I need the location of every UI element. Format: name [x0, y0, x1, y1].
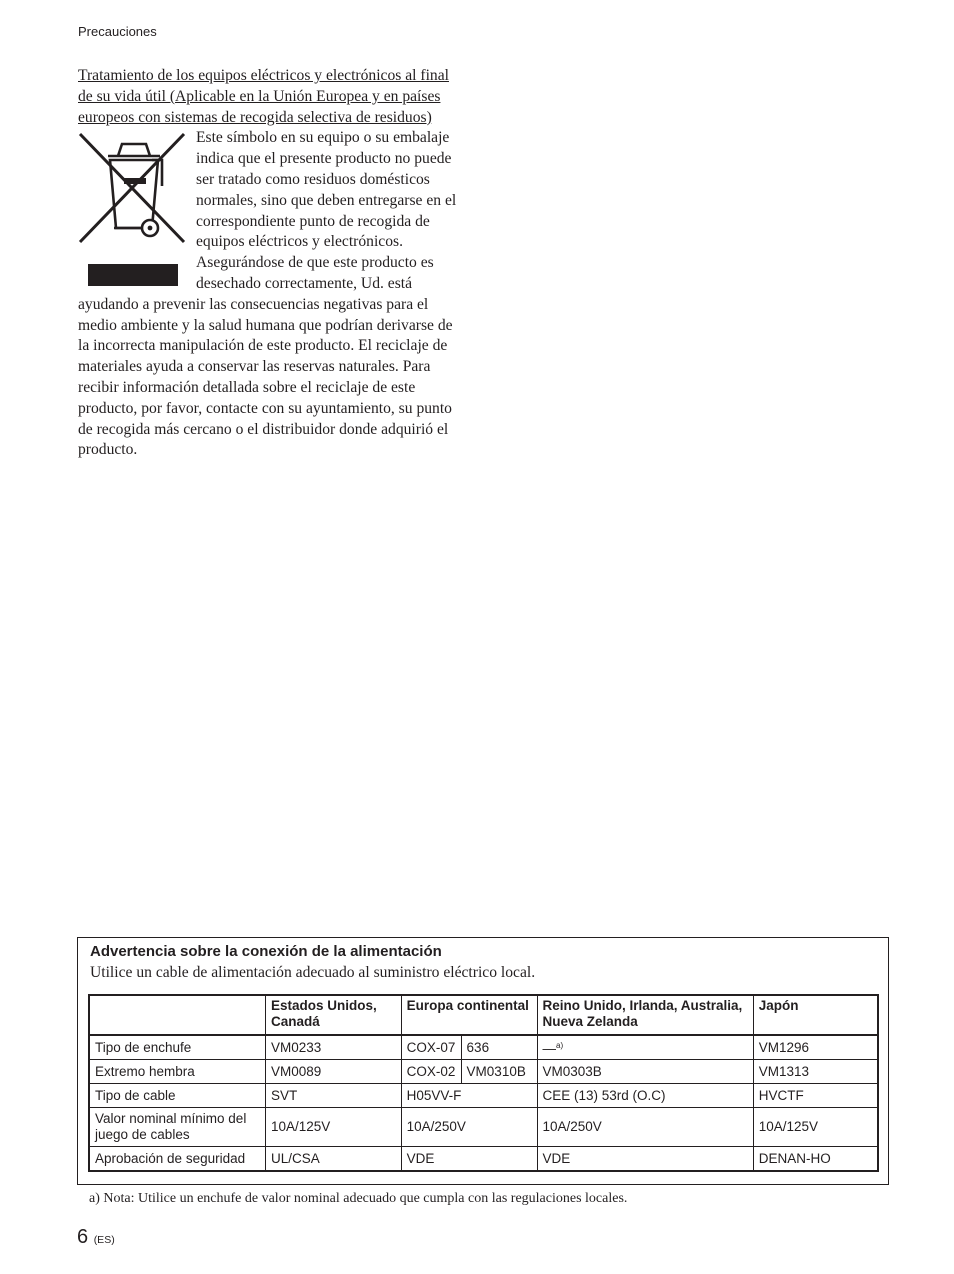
table-cell: HVCTF — [753, 1084, 878, 1108]
table-row — [89, 1060, 878, 1084]
table-header-cell: Reino Unido, Irlanda, Australia, Nueva Zelanda — [537, 995, 753, 1035]
table-header-cell — [89, 995, 265, 1035]
table-cell: H05VV-F — [401, 1084, 537, 1108]
weee-bar — [88, 264, 178, 286]
table-cell: 10A/250V — [537, 1108, 753, 1147]
power-cord-table — [88, 994, 879, 1172]
table-cell: VM0233 — [265, 1035, 401, 1060]
table-cell: CEE (13) 53rd (O.C) — [537, 1084, 753, 1108]
table-cell: VM0089 — [265, 1060, 401, 1084]
table-cell: 636 — [461, 1035, 537, 1060]
power-warning-box — [77, 937, 889, 1185]
table-cell: UL/CSA — [265, 1147, 401, 1172]
table-cell: VM0310B — [461, 1060, 537, 1084]
table-footnote: a) Nota: Utilice un enchufe de valor nominal adecuado que cumpla con las regulaciones locales. — [89, 1191, 628, 1206]
table-cell: VM1296 — [753, 1035, 878, 1060]
table-row — [89, 1035, 878, 1060]
row-label: Tipo de enchufe — [89, 1035, 265, 1060]
row-label: Aprobación de seguridad — [89, 1147, 265, 1172]
table-row — [89, 1084, 878, 1108]
page-number — [77, 1226, 115, 1249]
table-cell: VDE — [537, 1147, 753, 1172]
table-cell: COX-07 — [401, 1035, 461, 1060]
weee-body-text: Este símbolo en su equipo o su embalaje indica que el presente producto no puede ser tratado como residuos domésticos normales, sino que deben entregarse en el correspondiente punto de recogida de equipos eléctricos y electrónicos. Asegurándose de que este producto es desechado correctamente, Ud. está ayudando a prevenir las consecuencias negativas para el medio ambiente y la salud humana que podrían derivarse de la incorrecta manipulación de este producto. El reciclaje de materiales ayuda a conservar las reservas naturales. Para recibir información detallada sobre el reciclaje de este producto, por favor, contacte con su ayuntamiento, su punto de recogida más cercano o el distribuidor donde adquirió el producto. — [78, 129, 457, 459]
table-row — [89, 1147, 878, 1172]
table-header-cell: Japón — [753, 995, 878, 1035]
row-label: Extremo hembra — [89, 1060, 265, 1084]
table-cell: 10A/125V — [753, 1108, 878, 1147]
weee-heading: Tratamiento de los equipos eléctricos y electrónicos al final de su vida útil (Aplicable en la Unión Europea y en países europeos con sistemas de recogida selectiva de residuos) — [78, 67, 449, 126]
page-header-section: Precauciones — [78, 24, 157, 39]
power-warning-title: Advertencia sobre la conexión de la alimentación — [90, 943, 442, 960]
table-header-cell: Estados Unidos, Canadá — [265, 995, 401, 1035]
table-header-cell: Europa continental — [401, 995, 537, 1035]
page-number-value: 6 — [77, 1226, 89, 1248]
table-cell: 10A/125V — [265, 1108, 401, 1147]
row-label: Tipo de cable — [89, 1084, 265, 1108]
table-cell — [537, 1035, 753, 1060]
dash-value: — — [542, 1041, 557, 1056]
table-cell: DENAN-HO — [753, 1147, 878, 1172]
footnote-ref: a) — [556, 1041, 564, 1050]
row-label: Valor nominal mínimo del juego de cables — [89, 1108, 265, 1147]
table-cell: COX-02 — [401, 1060, 461, 1084]
crossed-out-wheelie-bin-icon — [78, 130, 188, 262]
table-cell: SVT — [265, 1084, 401, 1108]
table-cell: VDE — [401, 1147, 537, 1172]
page-language-code: (ES) — [93, 1234, 115, 1246]
power-warning-subtitle: Utilice un cable de alimentación adecuado al suministro eléctrico local. — [90, 964, 536, 981]
table-row — [89, 1108, 878, 1147]
table-cell: VM1313 — [753, 1060, 878, 1084]
table-cell: 10A/250V — [401, 1108, 537, 1147]
table-header-row — [89, 995, 878, 1035]
table-cell: VM0303B — [537, 1060, 753, 1084]
weee-symbol — [78, 128, 188, 292]
weee-section — [78, 66, 466, 461]
